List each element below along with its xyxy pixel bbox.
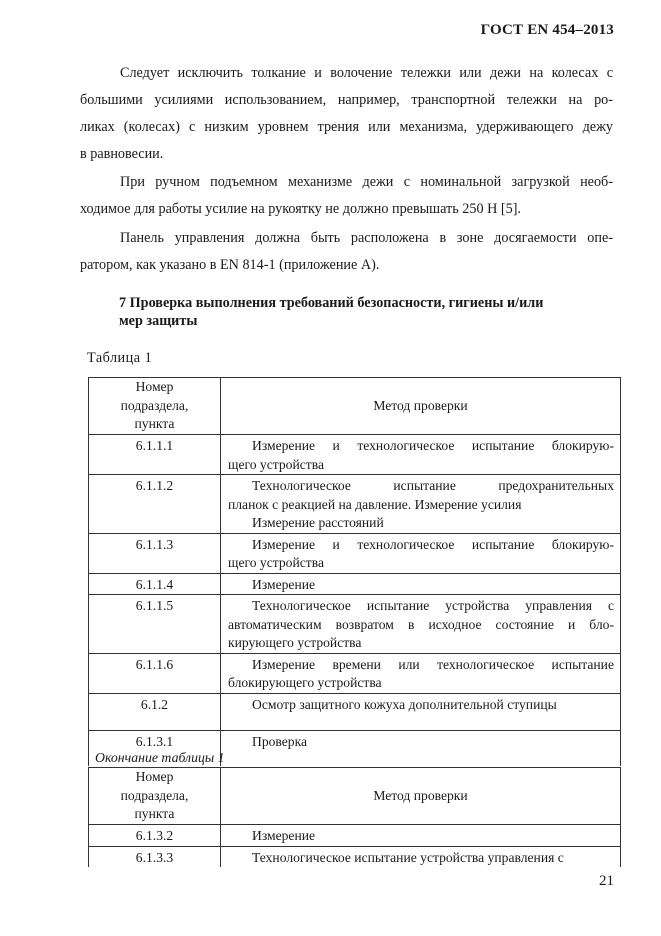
table-row <box>89 693 621 730</box>
column-header-method: Метод проверки <box>221 378 621 435</box>
table-row <box>89 825 621 847</box>
header-text: пункта <box>134 416 175 432</box>
row-method <box>221 533 621 573</box>
row-number: 6.1.3.1 <box>89 730 221 766</box>
row-method <box>221 573 621 595</box>
table-row <box>89 846 621 867</box>
section-heading <box>119 294 613 330</box>
table-row <box>89 653 621 693</box>
verification-table-continued <box>88 767 621 867</box>
table-row <box>89 533 621 573</box>
paragraph-2 <box>80 169 613 223</box>
row-number: 6.1.2 <box>89 693 221 730</box>
method-line: кирующего устройства <box>228 635 362 650</box>
row-method <box>221 825 621 847</box>
header-text: Номер <box>135 379 174 395</box>
row-method <box>221 595 621 654</box>
row-number: 6.1.1.1 <box>89 435 221 475</box>
table-caption: Таблица 1 <box>87 350 153 366</box>
section-heading-line: 7 Проверка выполнения требований безопасности, гигиены и/или <box>119 295 544 311</box>
text-line: ходимое для работы усилие на рукоятку не должно превышать 250 Н [5]. <box>80 201 521 217</box>
verification-table <box>88 377 621 766</box>
method-line: Измерение <box>252 576 316 592</box>
page-number: 21 <box>599 873 614 889</box>
method-line: Измерение и технологическое испытание блокирую- <box>252 438 614 453</box>
method-line: Измерение и технологическое испытание блокирую- <box>252 536 614 552</box>
text-line: ликах (колесах) с низким уровнем трения или механизма, удерживающего дежу <box>80 119 613 135</box>
table-row <box>89 595 621 654</box>
method-line: щего устройства <box>228 555 324 570</box>
header-text: подраздела, <box>120 787 189 803</box>
text-line: При ручном подъемном механизме дежи с номинальной загрузкой необ- <box>120 174 613 190</box>
row-method <box>221 693 621 730</box>
row-method <box>221 846 621 867</box>
row-number: 6.1.3.2 <box>89 825 221 847</box>
method-line: Технологическое испытание устройства управления с <box>252 849 564 865</box>
section-heading-line: мер защиты <box>119 313 198 329</box>
text-line: в равновесии. <box>80 146 164 162</box>
row-number: 6.1.1.5 <box>89 595 221 654</box>
row-number: 6.1.3.3 <box>89 846 221 867</box>
text-line: большими усилиями использованием, например, транспортной тележки на ро- <box>80 92 613 108</box>
method-line: Осмотр защитного кожуха дополнительной ступицы <box>252 696 557 712</box>
table-row <box>89 435 621 475</box>
method-line: Технологическое испытание устройства управления с <box>252 598 614 613</box>
table-header-row <box>89 768 621 825</box>
row-number: 6.1.1.4 <box>89 573 221 595</box>
table-row <box>89 475 621 534</box>
method-line: Технологическое испытание предохранительных <box>252 478 614 493</box>
row-method <box>221 475 621 534</box>
text-line: ратором, как указано в EN 814-1 (приложение А). <box>80 257 380 273</box>
row-number: 6.1.1.3 <box>89 533 221 573</box>
method-line: планок с реакцией на давление. Измерение усилия <box>228 496 522 512</box>
text-line: Панель управления должна быть расположена в зоне досягаемости опе- <box>120 230 613 246</box>
row-method <box>221 435 621 475</box>
header-text: Номер <box>135 769 174 785</box>
row-number: 6.1.1.6 <box>89 653 221 693</box>
paragraph-1 <box>80 60 613 168</box>
method-line: Измерение времени или технологическое испытание <box>252 656 614 672</box>
row-number: 6.1.1.2 <box>89 475 221 534</box>
header-text: пункта <box>134 806 175 822</box>
column-header-number <box>89 768 221 825</box>
paragraph-3 <box>80 225 613 279</box>
method-line: блокирующего устройства <box>228 675 382 690</box>
document-header: ГОСТ EN 454–2013 <box>480 22 614 38</box>
table-row <box>89 573 621 595</box>
method-line: Проверка <box>252 733 308 749</box>
column-header-number <box>89 378 221 435</box>
table-continuation-caption: Окончание таблицы 1 <box>95 750 225 765</box>
method-line: Измерение <box>252 828 316 843</box>
method-line: щего устройства <box>228 456 324 472</box>
column-header-method: Метод проверки <box>221 768 621 825</box>
header-text: подраздела, <box>120 397 189 413</box>
row-method <box>221 653 621 693</box>
table-header-row <box>89 378 621 435</box>
method-line: автоматическим возвратом в исходное состояние и бло- <box>228 616 614 632</box>
row-method <box>221 730 621 766</box>
method-line: Измерение расстояний <box>252 515 384 530</box>
text-line: Следует исключить толкание и волочение тележки или дежи на колесах с <box>120 65 613 81</box>
